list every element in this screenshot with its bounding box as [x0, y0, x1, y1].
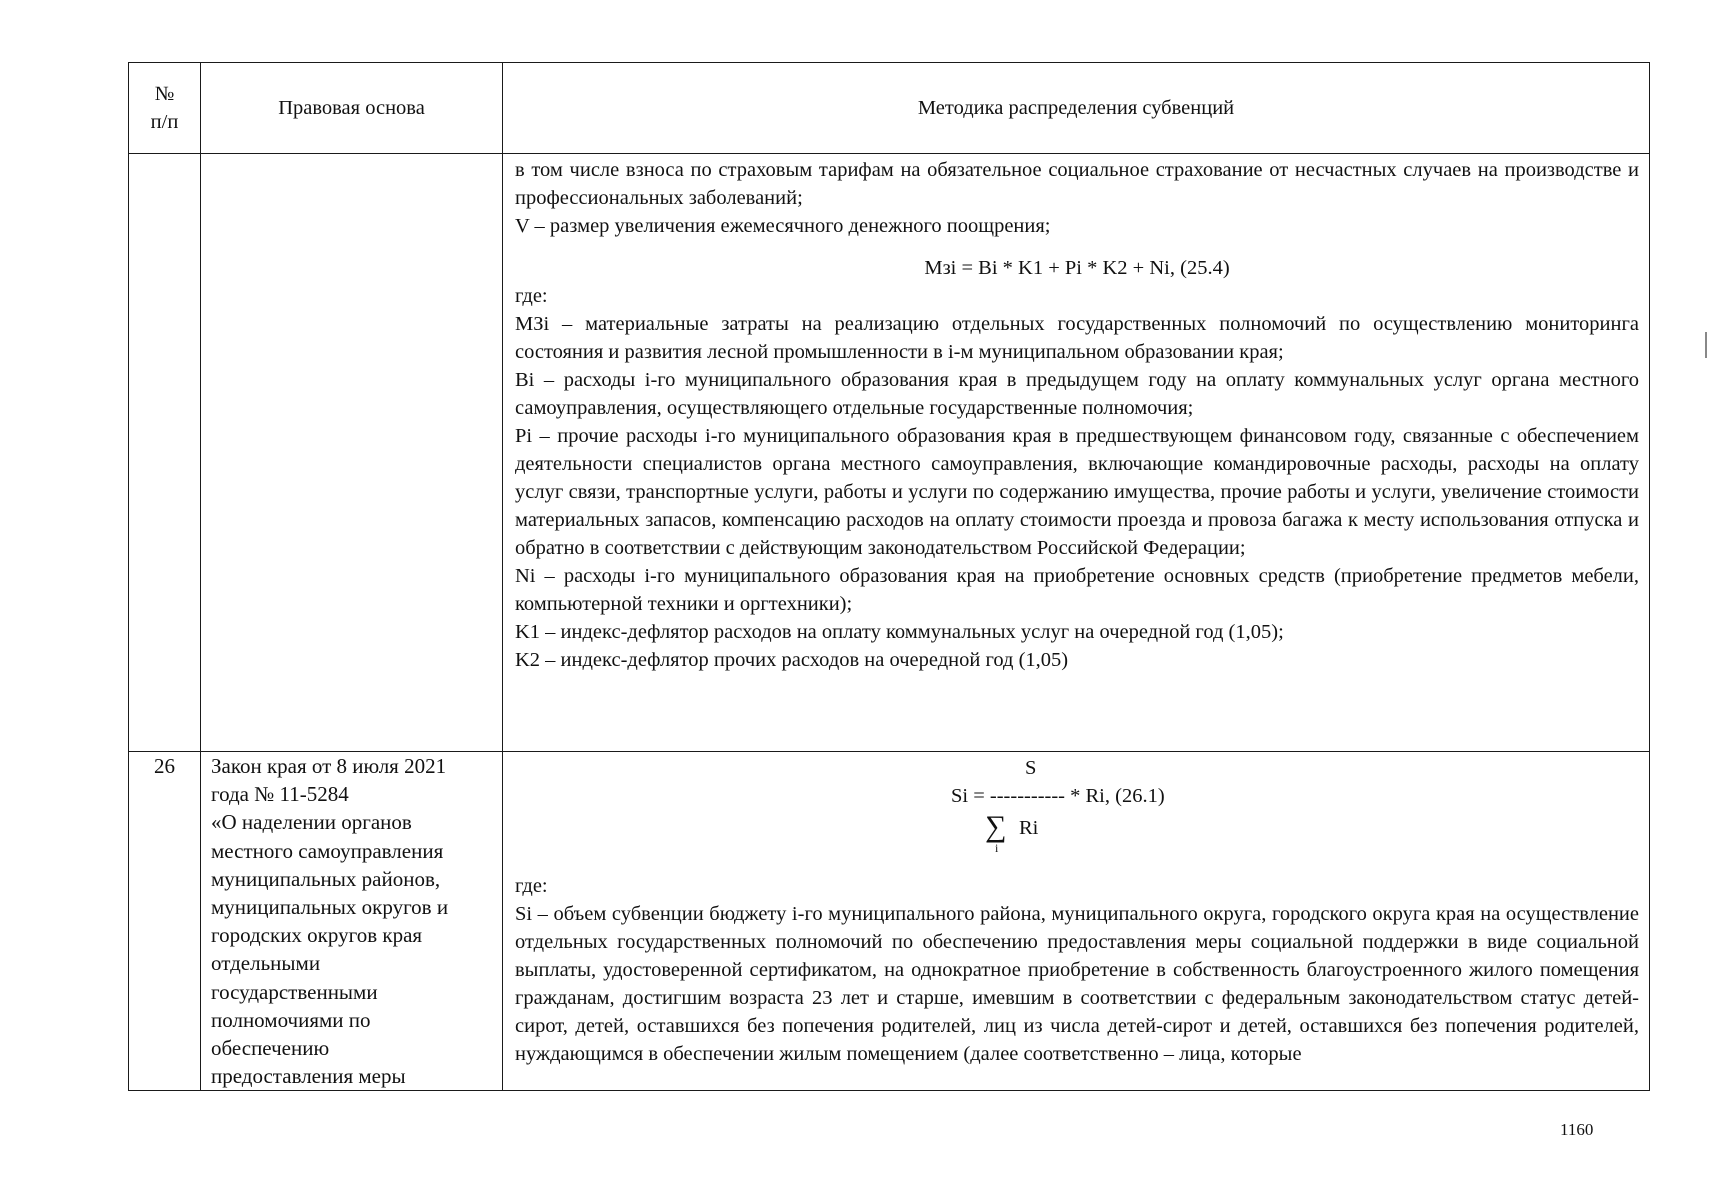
row-26-method-cell	[503, 752, 1650, 1091]
page-number: 1160	[1560, 1120, 1594, 1139]
basis-line: местного самоуправления	[211, 838, 444, 863]
table-header-row	[129, 63, 1650, 154]
formula-26-1	[515, 754, 1639, 872]
definition-k2: K2 – индекс-дефлятор прочих расходов на очередной год (1,05)	[515, 649, 1069, 671]
formula-numerator: S	[1025, 757, 1037, 779]
header-method-cell: Методика распределения субвенций	[503, 63, 1650, 154]
header-num-symbol: №	[154, 83, 175, 105]
methodology-table	[128, 62, 1650, 1091]
where-label: где:	[515, 285, 548, 307]
basis-line: предоставления меры	[211, 1064, 406, 1089]
basis-line: муниципальных округов и	[211, 895, 449, 920]
basis-line: обеспечению	[211, 1036, 330, 1061]
header-num-abbrev: п/п	[150, 111, 179, 133]
basis-line: отдельными	[211, 951, 321, 976]
header-basis-cell: Правовая основа	[201, 63, 503, 154]
definition-k1: K1 – индекс-дефлятор расходов на оплату коммунальных услуг на очередной год (1,05);	[515, 621, 1284, 643]
basis-line: полномочиями по	[211, 1007, 371, 1032]
where-label: где:	[515, 875, 548, 897]
cont-basis-cell	[201, 154, 503, 752]
definition-si: Si – объем субвенции бюджету i-го муниципального района, муниципального округа, городского округа края на осуществление отдельных государственных полномочий по обеспечению предоставления меры социальной поддержки в виде социальной выплаты, удостоверенной сертификатом, на однократное приобретение в собственность благоустроенного жилого помещения гражданам, достигшим возраста 23 лет и старше, имевшим в соответствии с федеральным законодательством статус детей-сирот, детей, оставшихся без попечения родителей, лиц из числа детей-сирот и детей, оставшихся без попечения родителей, нуждающимся в обеспечении жилым помещением (далее соответственно – лица, которые	[515, 903, 1639, 1065]
basis-line: Закон края от 8 июля 2021	[211, 754, 447, 778]
table-row-continuation	[129, 154, 1650, 752]
definition-ni: Ni – расходы i-го муниципального образования края на приобретение основных средств (приобретение предметов мебели, компьютерной техники и оргтехники);	[515, 565, 1639, 615]
definition-bi: Bi – расходы i-го муниципального образования края в предыдущем году на оплату коммунальных услуг органа местного самоуправления, осуществляющего отдельные государственные полномочия;	[515, 369, 1639, 419]
basis-line: «О наделении органов	[211, 810, 412, 835]
formula-main-line: Si = ----------- * Ri, (26.1)	[951, 785, 1165, 807]
header-num-cell	[129, 63, 201, 154]
definition-pi: Pi – прочие расходы i-го муниципального образования края в предшествующем финансовом году, связанные с обеспечением деятельности специалистов органа местного самоуправления, включающие командировочные расходы, расходы на оплату услуг связи, транспортные услуги, работы и услуги по содержанию имущества, прочие работы и услуги, увеличение стоимости материальных запасов, компенсацию расходов на оплату стоимости проезда и провоза багажа к месту использования отпуска и обратно в соответствии с действующим законодательством Российской Федерации;	[515, 425, 1639, 559]
table-row-26	[129, 752, 1650, 1091]
basis-line: городских округов края	[211, 923, 423, 948]
sum-symbol: ∑	[985, 810, 1007, 843]
row-26-number: 26	[129, 752, 201, 1091]
formula-denominator: Ri	[1019, 817, 1039, 839]
cont-method-cell	[503, 154, 1650, 752]
scan-edge-mark	[1705, 332, 1707, 358]
cont-paragraph: V – размер увеличения ежемесячного денежного поощрения;	[515, 215, 1051, 237]
cont-num-cell	[129, 154, 201, 752]
sum-subscript: i	[995, 841, 999, 855]
cont-paragraph: в том числе взноса по страховым тарифам на обязательное социальное страхование от несчастных случаев на производстве и профессиональных заболеваний;	[515, 159, 1639, 209]
definition-mzi: МЗi – материальные затраты на реализацию отдельных государственных полномочий по осуществлению мониторинга состояния и развития лесной промышленности в i-м муниципальном образовании края;	[515, 313, 1639, 363]
basis-line: государственными	[211, 979, 378, 1004]
formula-25-4: Мзi = Bi * K1 + Pi * K2 + Ni, (25.4)	[924, 257, 1230, 279]
basis-line: года № 11-5284	[211, 782, 349, 807]
basis-line: муниципальных районов,	[211, 866, 441, 891]
row-26-basis-cell	[201, 752, 503, 1091]
